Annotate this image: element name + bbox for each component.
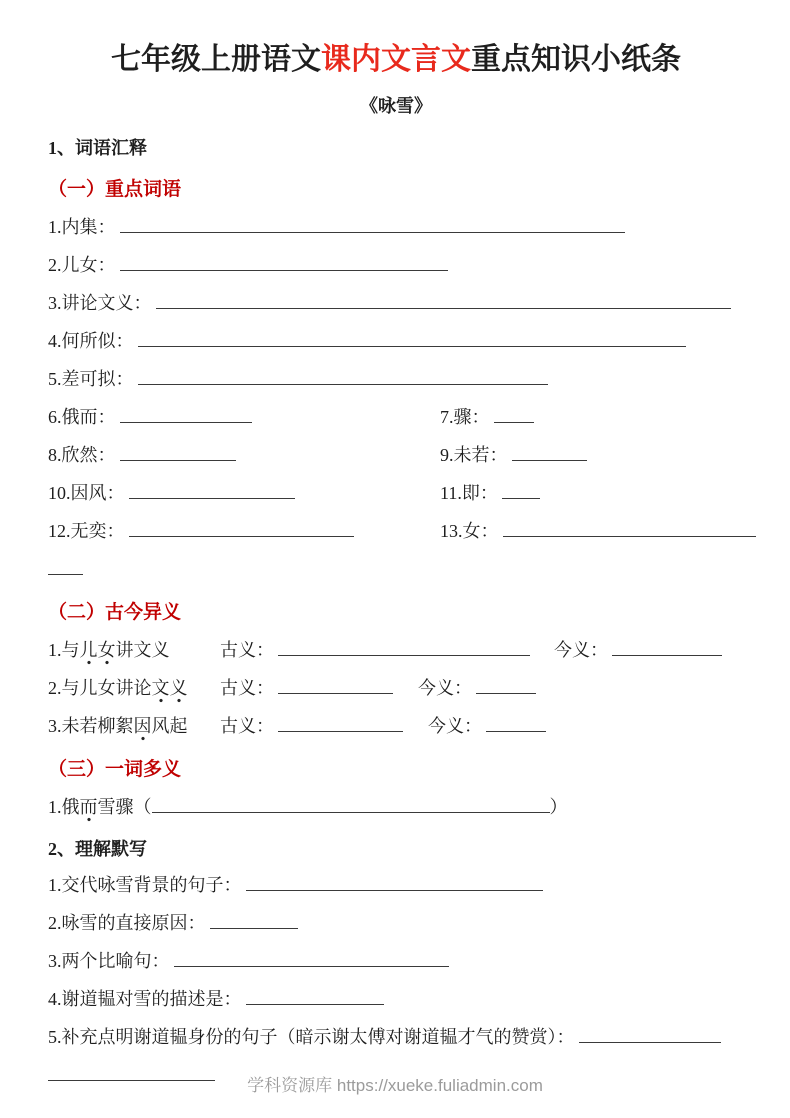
worksheet-item bbox=[48, 331, 744, 351]
item-label: 3.未若柳絮因风起 bbox=[48, 716, 220, 736]
answer-blank bbox=[503, 522, 756, 537]
answer-blank bbox=[246, 990, 384, 1005]
answer-blank bbox=[278, 679, 393, 694]
item-label: 9.未若： bbox=[440, 445, 508, 465]
item-label: 7.骤： bbox=[440, 407, 490, 427]
item-label: 2.与儿女讲论文义 bbox=[48, 678, 220, 698]
worksheet-item bbox=[440, 445, 756, 465]
answer-blank bbox=[579, 1028, 721, 1043]
worksheet-item bbox=[48, 678, 744, 698]
answer-blank bbox=[502, 484, 540, 499]
answer-blank bbox=[246, 876, 543, 891]
answer-blank bbox=[174, 952, 449, 967]
answer-blank bbox=[210, 914, 298, 929]
subsection-heading-polysemy: （三）一词多义 bbox=[48, 759, 182, 780]
emphasized-text: 因 bbox=[134, 716, 152, 741]
worksheet-item bbox=[48, 875, 744, 895]
lesson-subtitle: 《咏雪》 bbox=[360, 96, 432, 116]
item-label: 6.俄而： bbox=[48, 407, 116, 427]
subsection-heading-key-words: （一）重点词语 bbox=[48, 179, 182, 200]
footer-site-name: 学科资源库 bbox=[247, 1076, 333, 1095]
answer-blank bbox=[512, 446, 587, 461]
item-label: 8.欣然： bbox=[48, 445, 116, 465]
item-label: 5.补充点明谢道韫身份的句子（暗示谢太傅对谢道韫才气的赞赏）： bbox=[48, 1027, 575, 1047]
answer-blank bbox=[156, 294, 731, 309]
gu-label: 古义： bbox=[220, 640, 274, 660]
item-label: 3.两个比喻句： bbox=[48, 951, 170, 971]
worksheet-item bbox=[440, 483, 756, 503]
answer-blank bbox=[120, 256, 448, 271]
answer-blank bbox=[129, 522, 354, 537]
answer-blank bbox=[494, 408, 534, 423]
item-label: 1.交代咏雪背景的句子： bbox=[48, 875, 242, 895]
title-highlight: 课内文言文 bbox=[321, 43, 471, 76]
section-heading-vocab: 1、词语汇释 bbox=[48, 138, 147, 158]
answer-blank bbox=[486, 717, 546, 732]
jin-label: 今义： bbox=[554, 640, 608, 660]
item-label: 1.内集： bbox=[48, 217, 116, 237]
two-column-items bbox=[48, 407, 744, 559]
jin-label: 今义： bbox=[428, 716, 482, 736]
worksheet-item bbox=[48, 913, 744, 933]
worksheet-item bbox=[48, 640, 744, 660]
worksheet-item bbox=[48, 1027, 744, 1047]
jin-label: 今义： bbox=[418, 678, 472, 698]
answer-blank bbox=[129, 484, 295, 499]
answer-blank bbox=[476, 679, 536, 694]
gu-label: 古义： bbox=[220, 716, 274, 736]
emphasized-text: 而 bbox=[80, 797, 98, 822]
worksheet-item bbox=[48, 217, 744, 237]
emphasized-text: 儿女 bbox=[80, 640, 116, 665]
footer-watermark bbox=[0, 1071, 790, 1096]
item-label: 2.咏雪的直接原因： bbox=[48, 913, 206, 933]
wrapped-answer-line bbox=[48, 559, 744, 579]
emphasized-text: 文义 bbox=[152, 678, 188, 703]
answer-blank bbox=[278, 641, 530, 656]
item-label: 4.何所似： bbox=[48, 331, 134, 351]
item-label: 4.谢道韫对雪的描述是： bbox=[48, 989, 242, 1009]
worksheet-item bbox=[440, 521, 756, 541]
worksheet-item bbox=[48, 369, 744, 389]
answer-blank bbox=[152, 798, 550, 813]
worksheet-item bbox=[48, 445, 440, 465]
worksheet-item bbox=[48, 989, 744, 1009]
worksheet-item bbox=[48, 255, 744, 275]
title-suffix: 重点知识小纸条 bbox=[471, 43, 681, 76]
worksheet-item bbox=[48, 483, 440, 503]
section-heading-dictation: 2、理解默写 bbox=[48, 839, 147, 859]
answer-blank bbox=[120, 408, 252, 423]
answer-blank bbox=[138, 370, 548, 385]
item-label: 10.因风： bbox=[48, 483, 125, 503]
gu-label: 古义： bbox=[220, 678, 274, 698]
paren-open: （ bbox=[133, 797, 152, 817]
answer-blank bbox=[612, 641, 722, 656]
worksheet-item bbox=[48, 293, 744, 313]
item-label: 1.俄而雪骤（ bbox=[48, 797, 152, 817]
item-label: 5.差可拟： bbox=[48, 369, 134, 389]
answer-blank bbox=[48, 560, 83, 575]
worksheet-item bbox=[48, 797, 744, 817]
item-label: 2.儿女： bbox=[48, 255, 116, 275]
item-label: 13.女： bbox=[440, 521, 499, 541]
footer-url[interactable]: https://xueke.fuliadmin.com bbox=[336, 1076, 543, 1095]
answer-blank bbox=[120, 446, 236, 461]
subsection-heading-gu-jin: （二）古今异义 bbox=[48, 602, 182, 623]
worksheet-item bbox=[440, 407, 756, 427]
worksheet-item bbox=[48, 716, 744, 736]
item-label: 1.与儿女讲文义 bbox=[48, 640, 220, 660]
item-label: 3.讲论文义： bbox=[48, 293, 152, 313]
item-label: 11.即： bbox=[440, 483, 498, 503]
paren-close: ） bbox=[549, 797, 568, 817]
worksheet-item bbox=[48, 521, 440, 541]
worksheet-item bbox=[48, 407, 440, 427]
page-title bbox=[48, 40, 744, 80]
answer-blank bbox=[278, 717, 403, 732]
worksheet-item bbox=[48, 951, 744, 971]
title-prefix: 七年级上册语文 bbox=[111, 43, 321, 76]
answer-blank bbox=[138, 332, 686, 347]
item-label: 12.无奕： bbox=[48, 521, 125, 541]
answer-blank bbox=[120, 218, 625, 233]
